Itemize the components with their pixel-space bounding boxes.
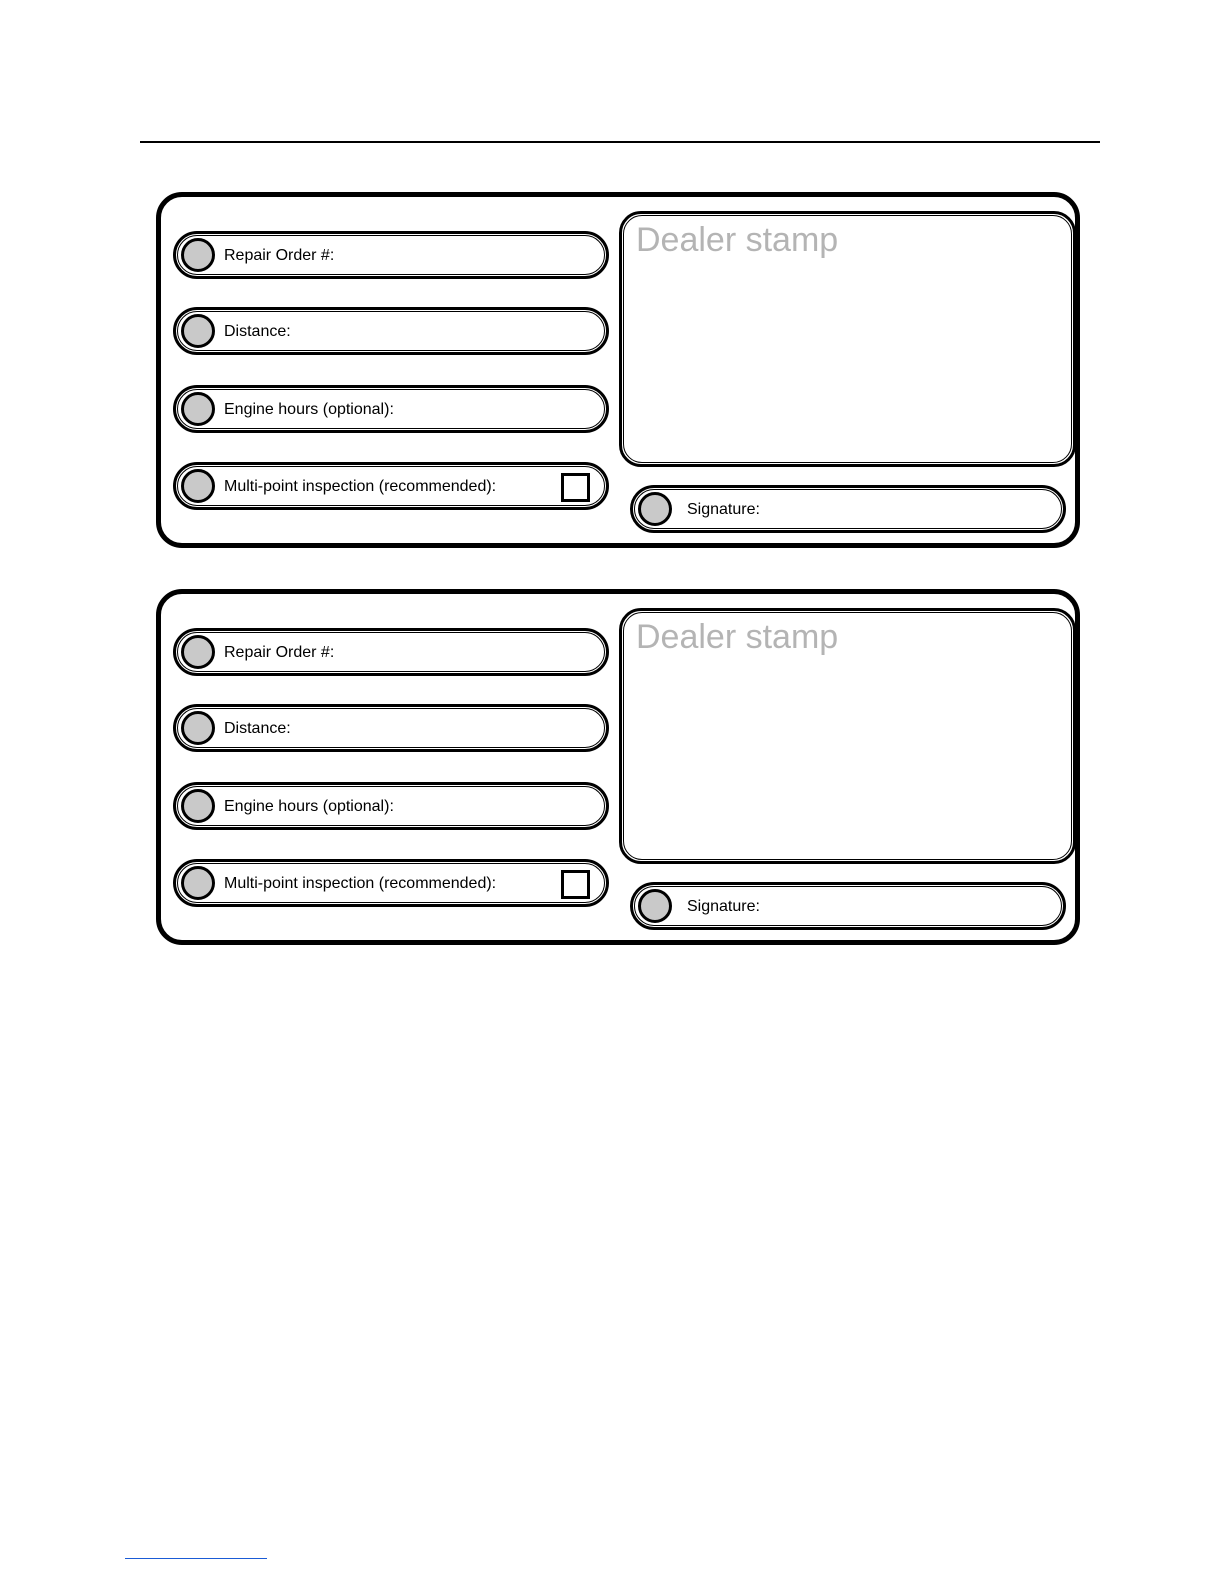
bullet-circle-icon (181, 635, 215, 669)
bullet-circle-icon (638, 492, 672, 526)
dealer-stamp-label: Dealer stamp (636, 618, 839, 656)
signature-label: Signature: (687, 501, 760, 518)
bullet-circle-icon (181, 314, 215, 348)
distance-field[interactable] (173, 704, 609, 752)
inspection-checkbox[interactable] (561, 473, 590, 502)
engine-hours-label: Engine hours (optional): (224, 798, 394, 815)
bullet-circle-icon (181, 866, 215, 900)
bullet-circle-icon (638, 889, 672, 923)
bullet-circle-icon (181, 238, 215, 272)
service-record-card-2 (156, 589, 1080, 945)
distance-label: Distance: (224, 323, 291, 340)
dealer-stamp-box[interactable] (619, 211, 1076, 467)
repair-order-field[interactable] (173, 628, 609, 676)
distance-label: Distance: (224, 720, 291, 737)
engine-hours-field[interactable] (173, 385, 609, 433)
repair-order-label: Repair Order #: (224, 247, 335, 264)
inspection-label: Multi-point inspection (recommended): (224, 478, 497, 495)
bullet-circle-icon (181, 469, 215, 503)
dealer-stamp-box[interactable] (619, 608, 1076, 864)
distance-field[interactable] (173, 307, 609, 355)
bullet-circle-icon (181, 711, 215, 745)
engine-hours-label: Engine hours (optional): (224, 401, 394, 418)
header-rule (140, 141, 1100, 143)
inspection-field (173, 462, 609, 510)
bullet-circle-icon (181, 789, 215, 823)
inspection-label: Multi-point inspection (recommended): (224, 875, 497, 892)
signature-label: Signature: (687, 898, 760, 915)
signature-field[interactable] (630, 485, 1066, 533)
inspection-field (173, 859, 609, 907)
inspection-checkbox[interactable] (561, 870, 590, 899)
signature-field[interactable] (630, 882, 1066, 930)
repair-order-field[interactable] (173, 231, 609, 279)
service-record-card-1 (156, 192, 1080, 548)
bullet-circle-icon (181, 392, 215, 426)
footer-link-underline[interactable] (125, 1558, 267, 1559)
engine-hours-field[interactable] (173, 782, 609, 830)
dealer-stamp-label: Dealer stamp (636, 221, 839, 259)
repair-order-label: Repair Order #: (224, 644, 335, 661)
